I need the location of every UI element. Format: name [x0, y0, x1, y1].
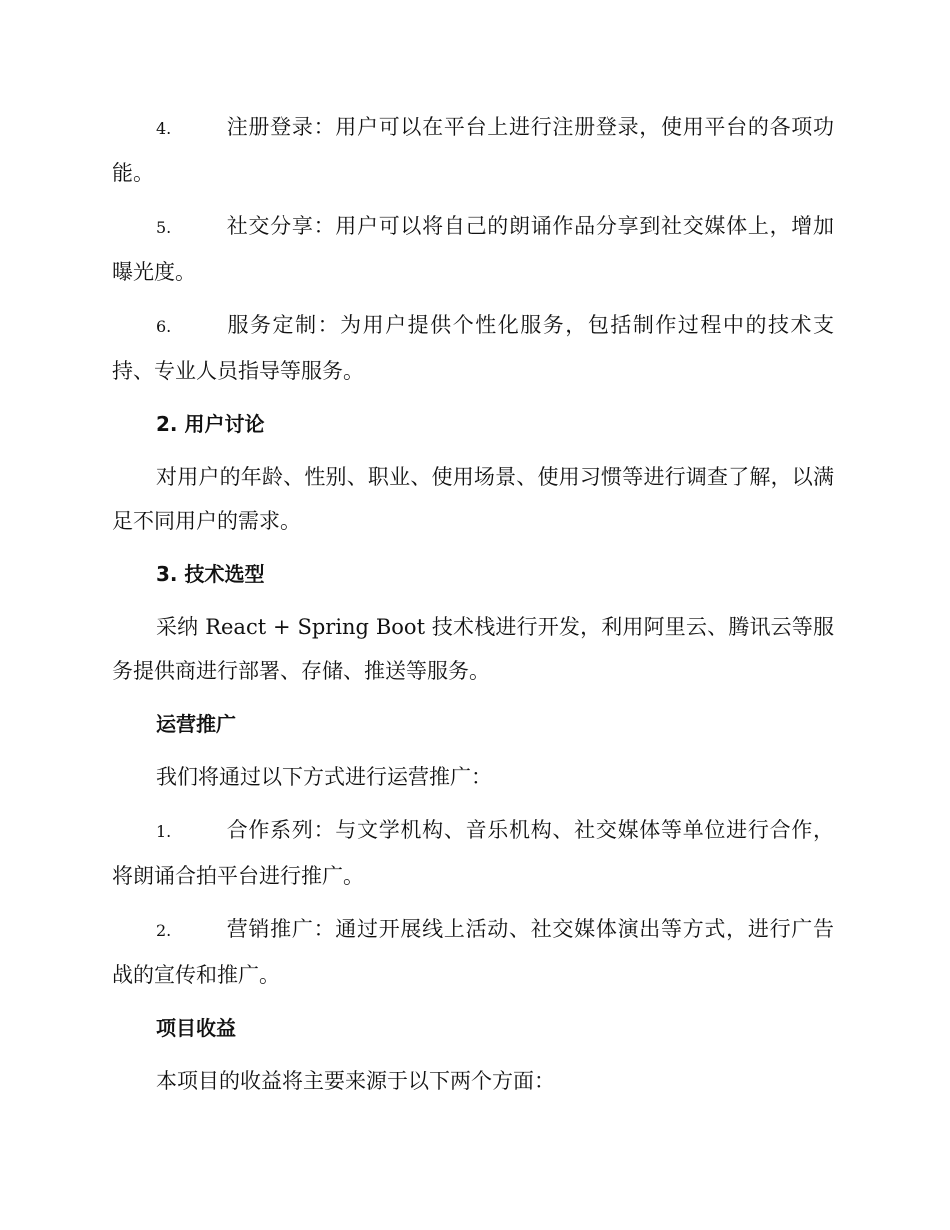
list-item [112, 105, 834, 195]
list-item-number: 2. [156, 921, 172, 940]
section-heading-tech-selection: 3. 技术选型 [156, 562, 265, 586]
list-item-number: 5. [156, 218, 172, 237]
section-paragraph-revenue-intro: 本项目的收益将主要来源于以下两个方面： [156, 1069, 555, 1093]
list-item [112, 907, 834, 997]
list-item-text: 营销推广：通过开展线上活动、社交媒体演出等方式，进行广告战的宣传和推广。 [112, 917, 834, 987]
list-item-number: 4. [156, 119, 172, 138]
section-heading-user-discussion: 2. 用户讨论 [156, 412, 265, 436]
list-item-text: 注册登录：用户可以在平台上进行注册登录，使用平台的各项功能。 [112, 115, 834, 185]
list-item [112, 204, 834, 294]
section-paragraph-operations-intro: 我们将通过以下方式进行运营推广： [156, 765, 492, 789]
list-item-text: 社交分享：用户可以将自己的朗诵作品分享到社交媒体上，增加曝光度。 [112, 214, 834, 284]
section-heading-operations: 运营推广 [156, 712, 236, 736]
list-item [112, 303, 834, 393]
section-heading-revenue: 项目收益 [156, 1016, 236, 1040]
list-item-number: 1. [156, 822, 172, 841]
list-item [112, 808, 834, 898]
list-item-number: 6. [156, 317, 172, 336]
section-paragraph-tech-selection: 采纳 React + Spring Boot 技术栈进行开发，利用阿里云、腾讯云等服务提供商进行部署、存储、推送等服务。 [112, 615, 834, 683]
section-paragraph-user-discussion: 对用户的年龄、性别、职业、使用场景、使用习惯等进行调查了解，以满足不同用户的需求。 [112, 465, 834, 533]
document-body [112, 105, 834, 1112]
list-item-text: 合作系列：与文学机构、音乐机构、社交媒体等单位进行合作，将朗诵合拍平台进行推广。 [112, 818, 834, 888]
list-item-text: 服务定制：为用户提供个性化服务，包括制作过程中的技术支持、专业人员指导等服务。 [112, 313, 834, 383]
